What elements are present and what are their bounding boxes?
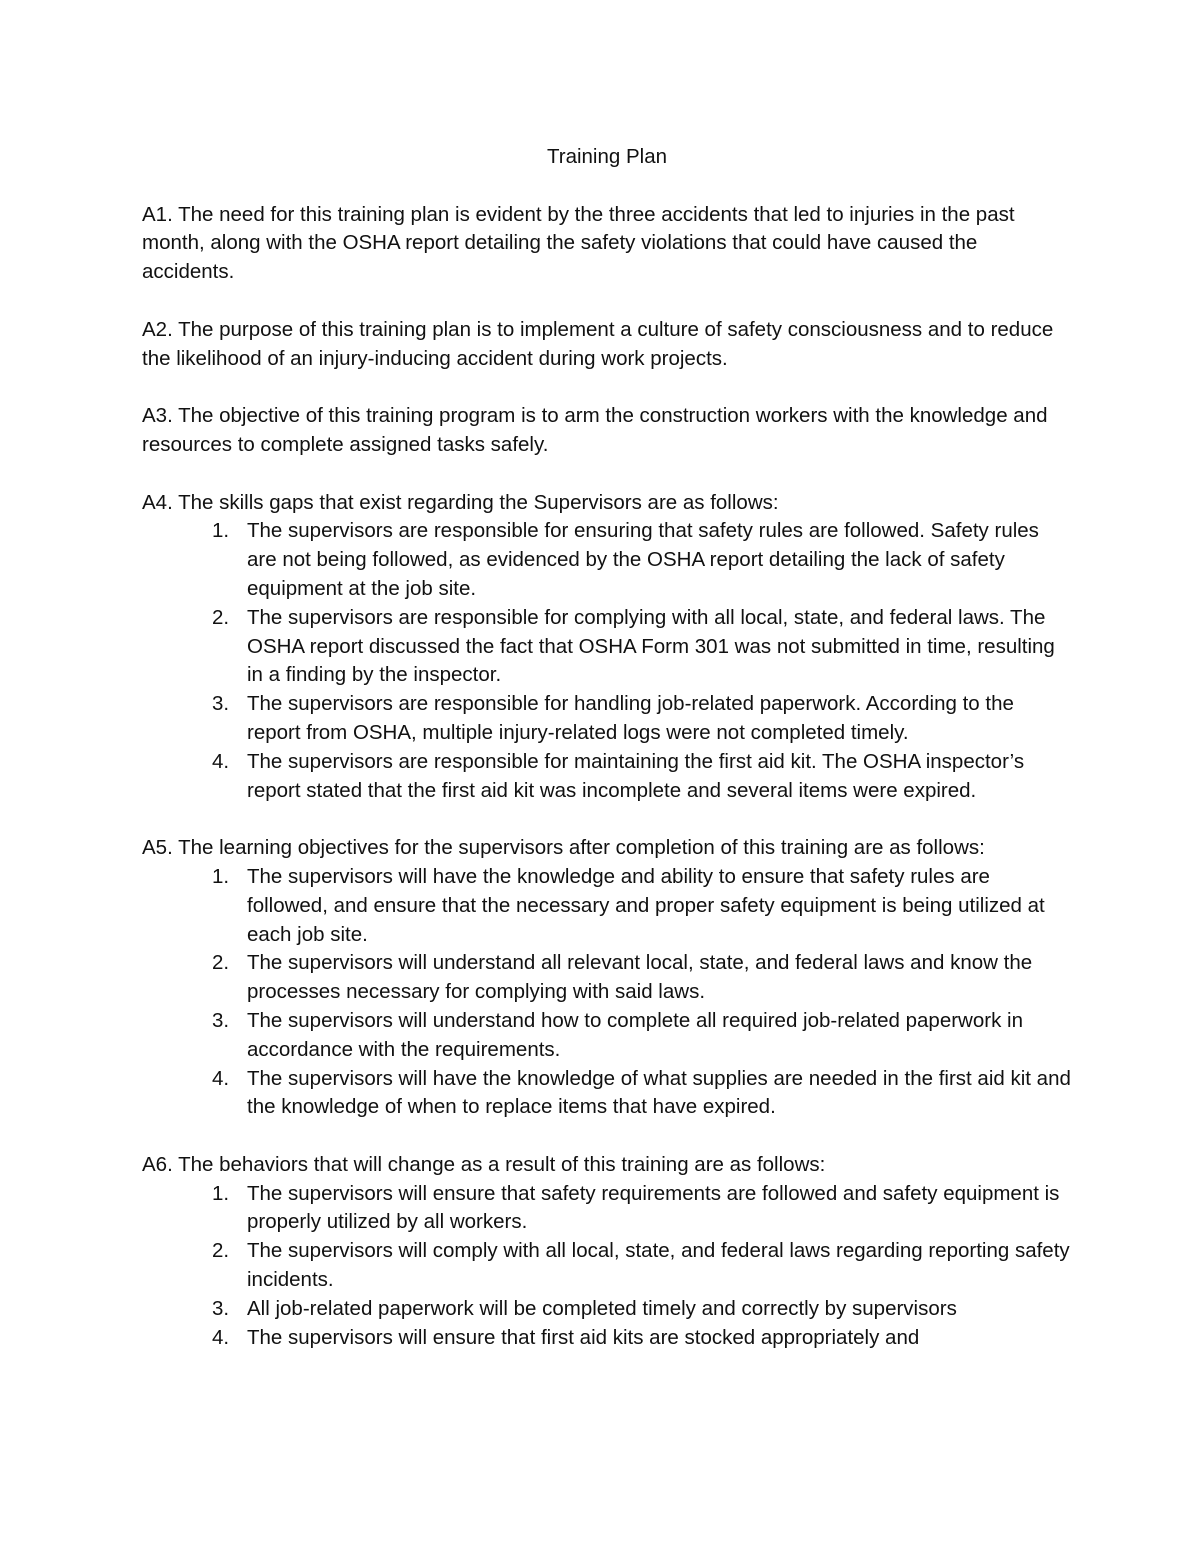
list-item (142, 748, 1072, 806)
document-title: Training Plan (546, 145, 668, 168)
list-item (142, 517, 1072, 603)
section-a6-list (142, 1180, 1072, 1353)
list-item-number: 4. (212, 749, 230, 773)
list-item-number: 3. (212, 1008, 230, 1032)
list-item-text: The supervisors are responsible for maintaining the first aid kit. The OSHA inspector’s report stated that the first aid kit was incomplete and several items were expired. (247, 749, 1025, 802)
section-a6-intro: A6. The behaviors that will change as a result of this training are as follows: (142, 1152, 826, 1176)
list-item-number: 2. (212, 951, 230, 975)
list-item (142, 863, 1072, 949)
list-item-number: 4. (212, 1325, 230, 1349)
list-item-number: 4. (212, 1066, 230, 1090)
list-item-text: The supervisors are responsible for complying with all local, state, and federal laws. The OSHA report discussed the fact that OSHA Form 301 was not submitted in time, resulting in a finding by the inspector. (247, 605, 1055, 687)
list-item (142, 604, 1072, 690)
list-item-text: The supervisors will understand all relevant local, state, and federal laws and know the processes necessary for complying with said laws. (247, 951, 1033, 1004)
list-item (142, 949, 1072, 1007)
list-item-text: The supervisors will comply with all local, state, and federal laws regarding reporting safety incidents. (247, 1239, 1070, 1292)
paragraph-a3: A3. The objective of this training program is to arm the construction workers with the knowledge and resources to complete assigned tasks safely. (142, 404, 1048, 456)
list-item-number: 1. (212, 864, 230, 888)
list-item (142, 1180, 1072, 1238)
list-item-text: The supervisors will understand how to complete all required job-related paperwork in accordance with the requirements. (247, 1008, 1023, 1061)
section-a4-list (142, 517, 1072, 805)
list-item (142, 1324, 1072, 1353)
list-item-text: The supervisors will have the knowledge of what supplies are needed in the first aid kit and the knowledge of when to replace items that have expired. (247, 1066, 1071, 1119)
list-item-number: 2. (212, 605, 230, 629)
list-item-text: The supervisors are responsible for ensuring that safety rules are followed. Safety rules are not being followed, as evidenced by the OSHA report detailing the lack of safety equipment at the job site. (247, 519, 1039, 600)
document-body (142, 143, 1072, 1352)
list-item (142, 1065, 1072, 1123)
paragraph-a2: A2. The purpose of this training plan is to implement a culture of safety consciousness and to reduce the likelihood of an injury-inducing accident during work projects. (142, 317, 1054, 370)
list-item-number: 1. (212, 519, 230, 543)
list-item-number: 3. (212, 692, 230, 716)
list-item (142, 690, 1072, 748)
list-item-number: 2. (212, 1239, 230, 1263)
list-item-text: The supervisors are responsible for handling job-related paperwork. According to the report from OSHA, multiple injury-related logs were not completed timely. (247, 692, 1014, 744)
list-item-number: 3. (212, 1296, 230, 1320)
paragraph-a1: A1. The need for this training plan is evident by the three accidents that led to injuries in the past month, along with the OSHA report detailing the safety violations that could have caused the accidents. (142, 202, 1015, 284)
list-item-text: All job-related paperwork will be completed timely and correctly by supervisors (247, 1296, 957, 1320)
list-item-number: 1. (212, 1181, 230, 1205)
list-item (142, 1237, 1072, 1295)
section-a5-list (142, 863, 1072, 1122)
list-item (142, 1295, 1072, 1324)
list-item-text: The supervisors will ensure that first aid kits are stocked appropriately and (247, 1325, 920, 1349)
list-item-text: The supervisors will have the knowledge and ability to ensure that safety rules are followed, and ensure that the necessary and proper safety equipment is being utilized at each job site. (247, 864, 1045, 946)
list-item-text: The supervisors will ensure that safety requirements are followed and safety equipment is properly utilized by all workers. (247, 1181, 1060, 1234)
section-a4-intro: A4. The skills gaps that exist regarding the Supervisors are as follows: (142, 490, 779, 514)
list-item (142, 1007, 1072, 1065)
section-a5-intro: A5. The learning objectives for the supervisors after completion of this training are as follows: (142, 836, 985, 860)
